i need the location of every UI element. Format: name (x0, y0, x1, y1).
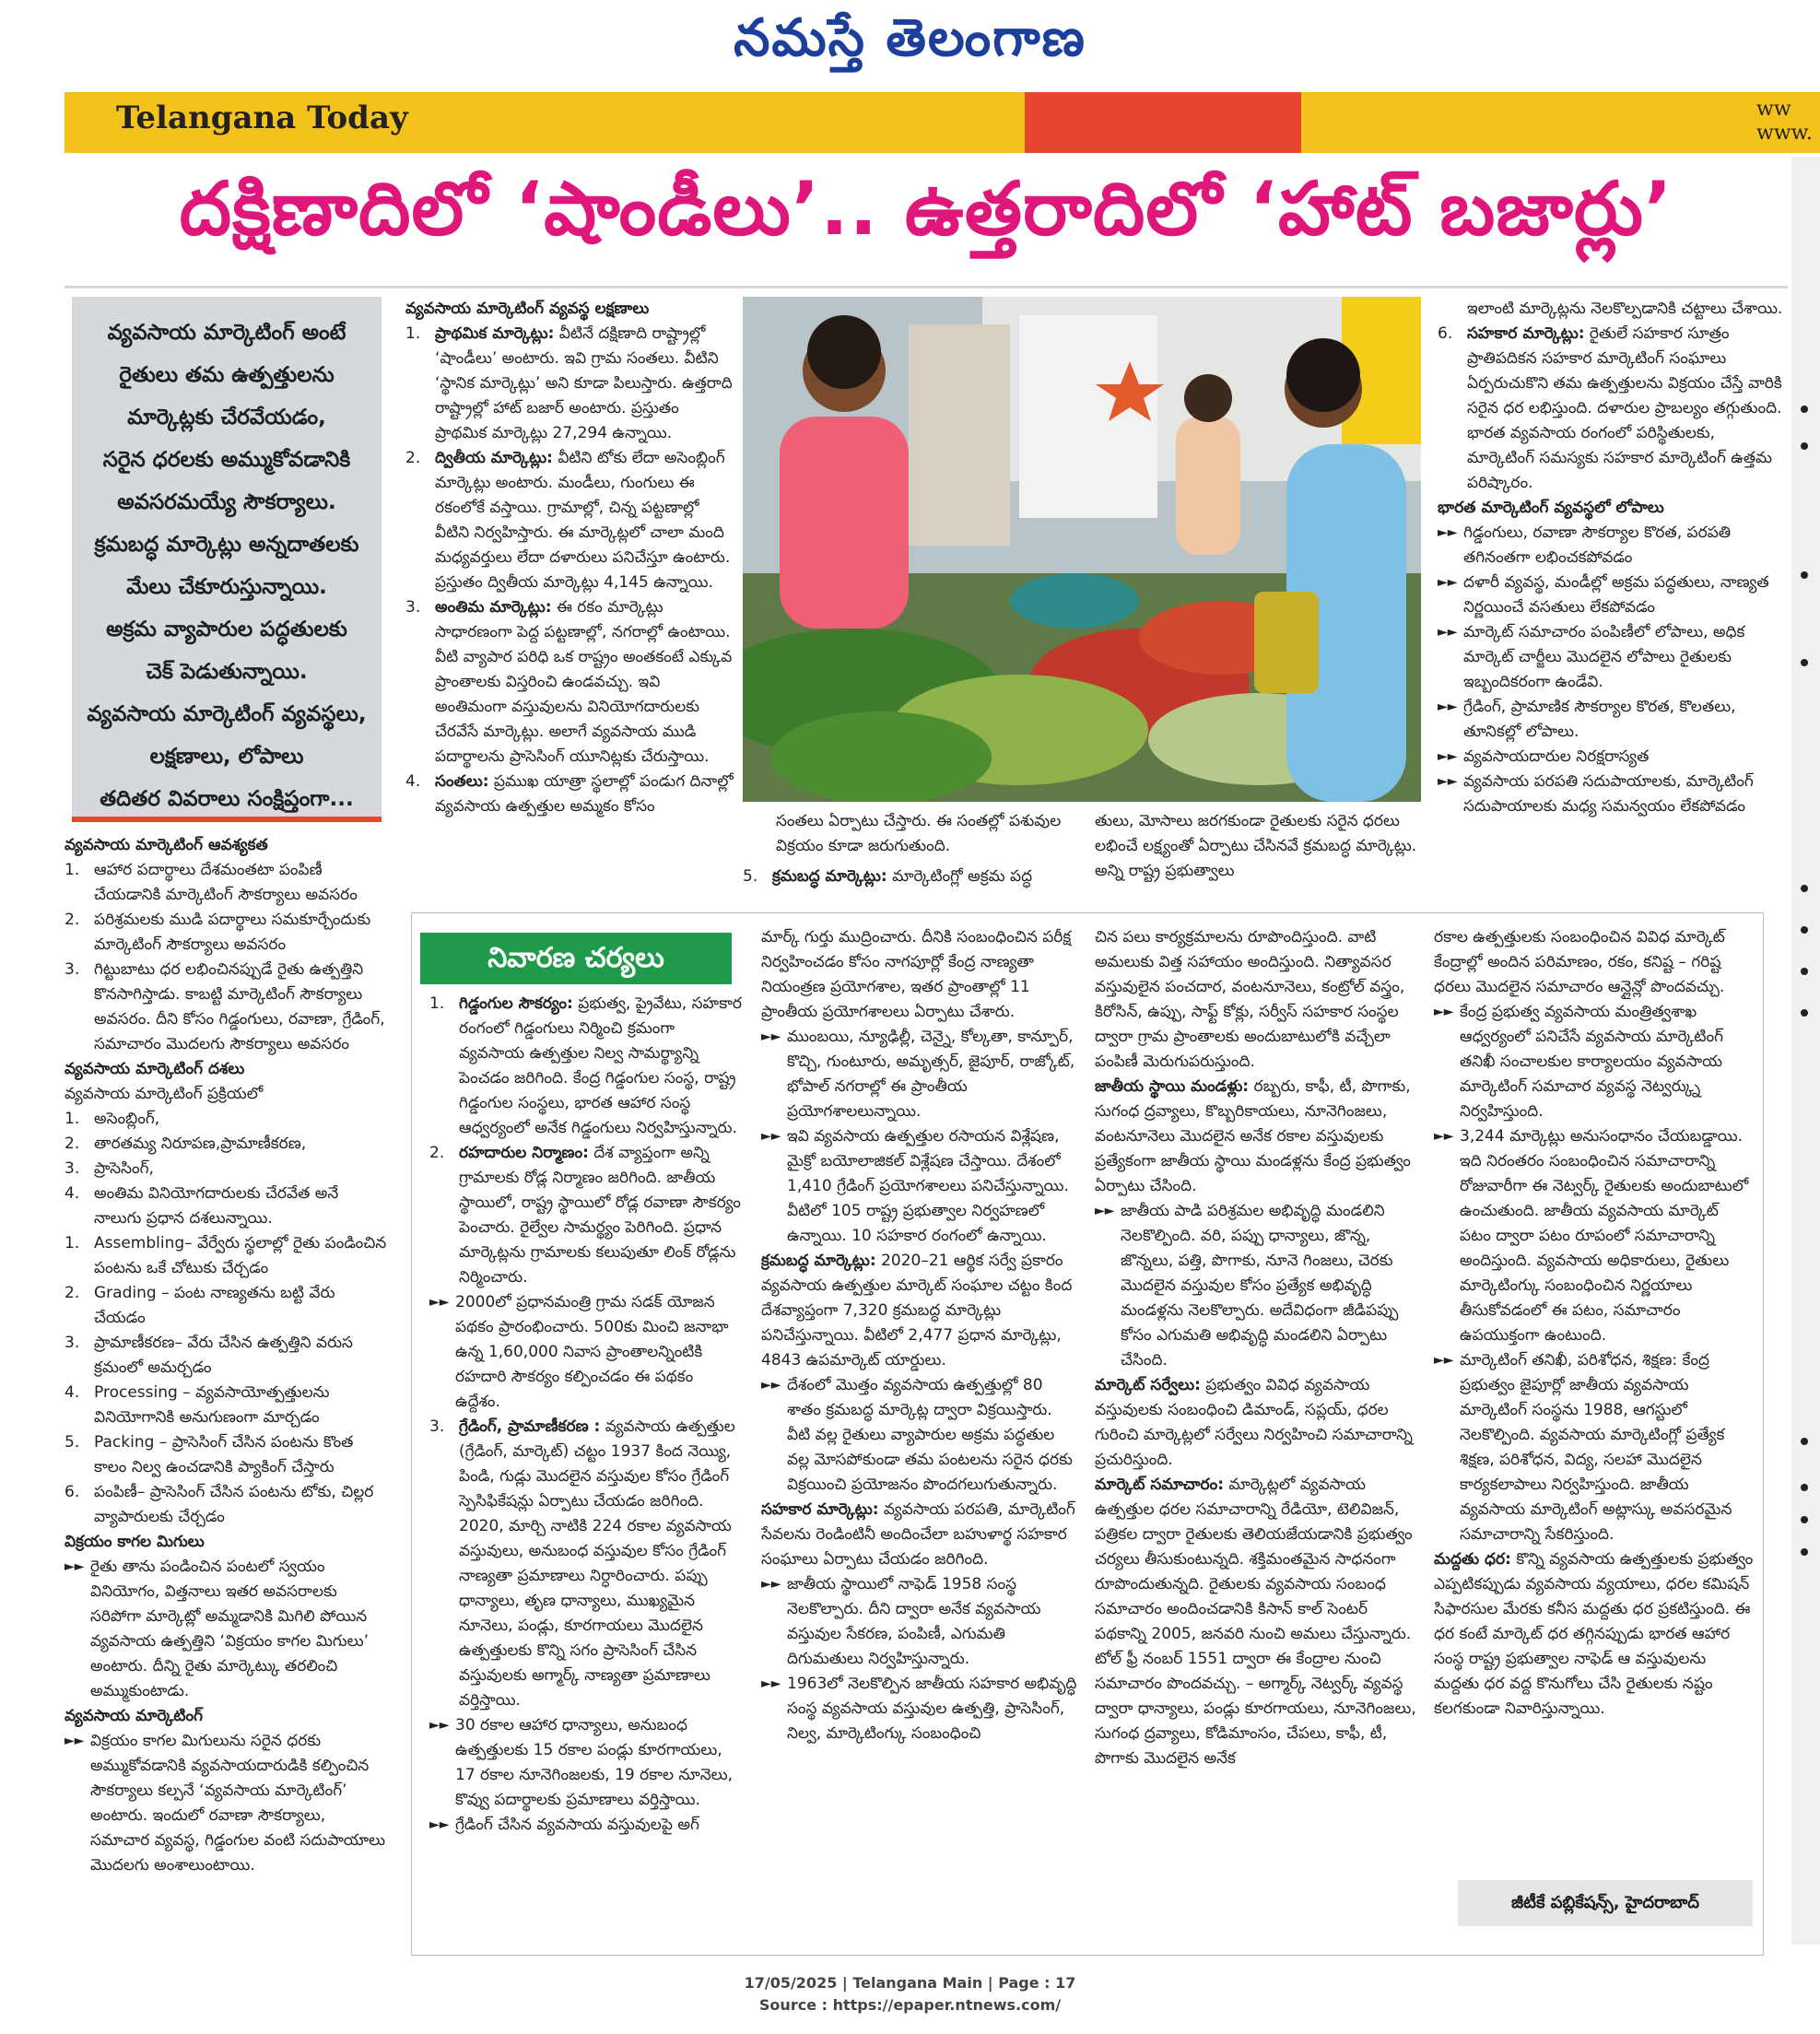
section-title-features: వ్యవసాయ మార్కెటింగ్ వ్యవస్థ లక్షణాలు (405, 300, 650, 318)
list-item: ►► ఇవి వ్యవసాయ ఉత్పత్తుల రసాయన విశ్లేషణ, మైక్రో బయోలాజికల్ విశ్లేషణ చేస్తాయి. దేశంలో 1,410 గ్రేడింగ్ ప్రయోగశాలలు పనిచేస్తున్నాయి. వీటిలో 105 రాష్ట్ర ప్రభుత్వాల నిర్వహణలో ఉన్నాయి. 10 సహకార రంగంలో ఉన్నాయి. (761, 1124, 1080, 1249)
list-item: జాతీయ స్థాయి మండళ్లు: రబ్బరు, కాఫీ, టీ, పొగాకు, సుగంధ ద్రవ్యాలు, కొబ్బరికాయలు, నూనెగింజలు, వంటనూనెలు మొదలైన అనేక రకాల వస్తువులకు ప్రత్యేకంగా జాతీయ స్థాయి మండళ్లను కేంద్ర ప్రభుత్వం ఏర్పాటు చేసింది. (1095, 1077, 1411, 1195)
list-item: సహకార మార్కెట్లు: వ్యవసాయ పరపతి, మార్కెటింగ్ సేవలను రెండింటినీ అందించేలా బహుళార్థ సహకార సంఘాలు ఏర్పాటు చేయడం జరిగింది. (761, 1500, 1075, 1569)
intro-summary-box: వ్యవసాయ మార్కెటింగ్ అంటే రైతులు తమ ఉత్పత్తులను మార్కెట్లకు చేరవేయడం, సరైన ధరలకు అమ్ముకోవడానికి అవసరమయ్యే సౌకర్యాలు. క్రమబద్ధ మార్కెట్లు అన్నదాతలకు మేలు చేకూరుస్తున్నాయి. అక్రమ వ్యాపారుల పద్ధతులకు చెక్ పెడుతున్నాయి. వ్యవసాయ మార్కెటింగ్ వ్యవస్థలు, లక్షణాలు, లోపాలు తదితర వివరాలు సంక్షిప్తంగా... (72, 297, 382, 822)
section-title-stages: వ్యవసాయ మార్కెటింగ్ దశలు (65, 1060, 245, 1078)
section-title-need: వ్యవసాయ మార్కెటింగ్ ఆవశ్యకత (65, 836, 268, 854)
double-arrow-icon: ►► (1438, 575, 1458, 590)
list-item: 6. సహకార మార్కెట్లు: రైతులే సహకార సూత్రం ప్రాతిపదికన సహకార మార్కెటింగ్ సంఘాలు ఏర్పరుచుకొని తమ ఉత్పత్తులను విక్రయం చేస్తే వారికి సరైన ధర లభిస్తుంది. దళారుల ప్రాబల్యం తగ్గుతుంది. భారత వ్యవసాయ రంగంలో పరిస్థితులకు, మార్కెటింగ్ సమస్యకు సహకార మార్కెటింగ్ ఉత్తమ పరిష్కారం. (1438, 324, 1782, 492)
publisher-credit: జీటీకే పబ్లికేషన్స్, హైదరాబాద్ (1458, 1880, 1753, 1926)
list-item: 3. అంతిమ మార్కెట్లు: ఈ రకం మార్కెట్లు సాధారణంగా పెద్ద పట్టణాల్లో, నగరాల్లో ఉంటాయి. వీటి వ్యాపార పరిధి ఒక రాష్ట్రం అంతకంటే ఎక్కువ ప్రాంతాలకు విస్తరించి ఉండవచ్చు. ఇవి అంతిమంగా వస్తువులను వినియోగదారులకు చేరవేసే మార్కెట్లు. అలాగే వ్యవసాయ ముడి పదార్థాలను ప్రాసెసింగ్ యూనిట్లకు చేరుస్తాయి. (405, 598, 733, 766)
list-item: 2. పరిశ్రమలకు ముడి పదార్థాలు సమకూర్చేందుకు మార్కెటింగ్ సౌకర్యాలు అవసరం (65, 911, 371, 954)
list-item: ►► ముంబయి, న్యూఢిల్లీ, చెన్నై, కోల్కతా, కాన్పూర్, కొచ్చి, గుంటూరు, అమృత్సర్, జైపూర్, రాజ్కోట్, భోపాల్ నగరాల్లో ఈ ప్రాంతీయ ప్రయోగశాలలున్నాయి. (761, 1025, 1080, 1124)
footer-date-line: 17/05/2025 | Telangana Main | Page : 17 (744, 1974, 1076, 1992)
double-arrow-icon: ►► (65, 1559, 85, 1574)
list-item: చిన పలు కార్యక్రమాలను రూపొందిస్తుంది. వాటి అమలుకు విత్త సహాయం అందిస్తుంది. నిత్యావసర వస్తువులైన పంచదార, వంటనూనెలు, కంట్రోల్ వస్త్రం, కిరోసిన్, ఉప్పు, సాఫ్ట్ కోక్లు, సర్వీస్ సహకార సంస్థల ద్వారా గ్రామ ప్రాంతాలకు అందుబాటులోకి వచ్చేలా పంపిణీ మెరుగుపరుస్తుంది. (1095, 928, 1405, 1071)
bullet-dot-icon (1801, 1484, 1808, 1491)
double-arrow-icon: ►► (429, 1817, 450, 1832)
photo-caption-left: సంతలు ఏర్పాటు చేస్తారు. ఈ సంతల్లో పశువుల విక్రయం కూడా జరుగుతుంది. (776, 812, 1062, 855)
vegetable-market-illustration (743, 297, 1421, 802)
double-arrow-icon: ►► (1438, 700, 1458, 714)
list-item: ►► వ్యవసాయదారుల నిరక్షరాస్యత (1438, 745, 1786, 770)
list-item: రకాల ఉత్పత్తులకు సంబంధించిన వివిధ మార్కెట్ కేంద్రాల్లో అందిన పరిమాణం, రకం, కనిష్ట – గరిష్ట ధరలు మొదలైన సమాచారం ఆన్లైన్లో పొందవచ్చు. (1434, 928, 1725, 996)
list-item: ►► దళారీ వ్యవస్థ, మండీల్లో అక్రమ పద్ధతులు, నాణ్యత నిర్ణయించే వసతులు లేకపోవడం (1438, 570, 1786, 620)
list-item: 2. రహదారుల నిర్మాణం: దేశ వ్యాప్తంగా అన్ని గ్రామాలకు రోడ్ల నిర్మాణం జరిగింది. జాతీయ స్థాయిలో, రాష్ట్ర స్థాయిలో రోడ్ల రవాణా సౌకర్యం పెంచారు. రైల్వేల సామర్థ్యం పెరిగింది. ప్రధాన మార్కెట్లను గ్రామాలకు కలుపుతూ లింక్ రోడ్లను నిర్మించారు. (429, 1144, 741, 1287)
list-item: 2. Grading – పంట నాణ్యతను బట్టి వేరు చేయడం (65, 1284, 335, 1327)
double-arrow-icon: ►► (1438, 749, 1458, 764)
market-vendor-photo (743, 297, 1421, 802)
list-item: ►► గ్రేడింగ్, ప్రామాణిక సౌకర్యాల కొరత, కొలతలు, తూనికల్లో లోపాలు. (1438, 695, 1786, 745)
newspaper-logo-title: నమస్తే తెలంగాణ (734, 7, 1086, 68)
list-item: ►► 2000లో ప్రధానమంత్రి గ్రామ సడక్ యోజన పథకం ప్రారంభించారు. 500కు మించి జనాభా ఉన్న 1,60,000 నివాస ప్రాంతాలన్నింటికి రహదారి సౌకర్యం కల్పించడం ఈ పథకం ఉద్దేశం. (429, 1290, 743, 1415)
list-item: ►► జాతీయ పాడి పరిశ్రమల అభివృద్ధి మండలిని నెలకొల్పింది. వరి, పప్పు ధాన్యాలు, జొన్న, జొన్నలు, పత్తి, పొగాకు, నూనె గింజలు, చెరకు మొదలైన వస్తువుల కోసం ప్రత్యేక అభివృద్ధి మండళ్లను నెలకొల్పారు. అదేవిధంగా జీడిపప్పు కోసం ఎగుమతి అభివృద్ధి మండలిని ఏర్పాటు చేసింది. (1095, 1199, 1421, 1373)
bullet-dot-icon (1801, 1548, 1808, 1556)
list-item: ►► వ్యవసాయ పరపతి సదుపాయాలకు, మార్కెటింగ్ సదుపాయాలకు మధ్య సమన్వయం లేకపోవడం (1438, 770, 1786, 819)
list-item: 1. Assembling– వేర్వేరు స్థలాల్లో రైతు పండించిన పంటను ఒకే చోటుకు చేర్చడం (65, 1234, 387, 1277)
remedies-section-title: నివారణ చర్యలు (420, 933, 732, 984)
list-item: మార్కెట్ సమాచారం: మార్కెట్లలో వ్యవసాయ ఉత్పత్తుల ధరల సమాచారాన్ని రేడియో, టెలివిజన్, పత్రికల ద్వారా రైతులకు తెలియజేయడానికి ప్రభుత్వం చర్యలు తీసుకుంటున్నది. శక్తిమంతమైన సాధనంగా రూపొందుతున్నది. రైతులకు వ్యవసాయ సంబంధ సమాచారం అందించడానికి కిసాన్ కాల్ సెంటర్ పథకాన్ని 2005, జనవరి నుంచి అమలు చేస్తున్నారు. టోల్ ఫ్రీ నంబర్ 1551 ద్వారా ఈ కేంద్రాల నుంచి సమాచారం పొందవచ్చు. – అగ్మార్క్ నెట్వర్క్ వ్యవస్థ ద్వారా ధాన్యాలు, పండ్లు కూరగాయలు, నూనెగింజలు, సుగంధ ద్రవ్యాలు, కోడిమాంసం, చేపలు, కాఫీ, టీ, పొగాకు మొదలైన అనేక (1095, 1476, 1416, 1768)
double-arrow-icon: ►► (761, 1676, 781, 1691)
masthead (0, 0, 1820, 92)
remedies-column-d (1434, 925, 1755, 1875)
list-item: 3. ప్రాసెసింగ్, (65, 1159, 154, 1178)
list-item: ►► గ్రేడింగ్ చేసిన వ్యవసాయ వస్తువులపై అగ్ (429, 1813, 743, 1838)
double-arrow-icon: ►► (1434, 1353, 1454, 1368)
list-item: 1. ప్రాథమిక మార్కెట్లు: వీటినే దక్షిణాది రాష్ట్రాల్లో ‘షాండీలు’ అంటారు. ఇవి గ్రామ సంతలు. వీటిని ‘స్థానిక మార్కెట్లు’ అని కూడా పిలుస్తారు. ఉత్తరాది రాష్ట్రాల్లో హాట్ బజార్ అంటారు. ప్రస్తుతం ప్రాథమిక మార్కెట్లు 27,294 ఉన్నాయి. (405, 324, 733, 442)
double-arrow-icon: ►► (1434, 1005, 1454, 1019)
double-arrow-icon: ►► (429, 1295, 450, 1310)
bullet-dot-icon (1801, 968, 1808, 975)
double-arrow-icon: ►► (1438, 774, 1458, 789)
bullet-dot-icon (1801, 885, 1808, 892)
remedies-column-a (429, 992, 743, 1941)
list-item: ►► 1963లో నెలకొల్పిన జాతీయ సహకార అభివృద్ధి సంస్థ వ్యవసాయ వస్తువుల ఉత్పత్తి, ప్రాసెసింగ్, నిల్వ, మార్కెటింగ్కు సంబంధించి (761, 1672, 1080, 1746)
list-item: 3. గ్రేడింగ్, ప్రామాణీకరణ : వ్యవసాయ ఉత్పత్తుల (గ్రేడింగ్, మార్కెట్) చట్టం 1937 కింద నెయ్యి, పిండి, గుడ్లు మొదలైన వస్తువుల కోసం గ్రేడింగ్ స్పెసిఫికేషన్లు ఏర్పాటు చేయడం జరిగింది. 2020, మార్చి నాటికి 224 రకాల వ్యవసాయ వస్తువులు, అనుబంధ వస్తువుల కోసం గ్రేడింగ్ నాణ్యతా ప్రమాణాలు నిర్ధారించారు. పప్పు ధాన్యాలు, తృణ ధాన్యాలు, ముఖ్యమైన నూనెలు, పండ్లు, కూరగాయలు మొదలైన ఉత్పత్తులకు కొన్ని సగం ప్రాసెసింగ్ చేసిన వస్తువులకు అగ్మార్క్ నాణ్యతా ప్రమాణాలు వర్తిస్తాయి. (429, 1417, 735, 1710)
adjacent-page-strip (1791, 157, 1820, 1945)
list-item: ►► జాతీయ స్థాయిలో నాఫెడ్ 1958 సంస్థ నెలకొల్పారు. దీని ద్వారా అనేక వ్యవసాయ వస్తువుల సేకరణ, పంపిణీ, ఎగుమతి దిగుమతులు నిర్వహిస్తున్నారు. (761, 1572, 1080, 1672)
double-arrow-icon: ►► (429, 1718, 450, 1733)
double-arrow-icon: ►► (761, 1577, 781, 1592)
section-title-defects: భారత మార్కెటింగ్ వ్యవస్థలో లోపాలు (1438, 499, 1664, 517)
double-arrow-icon: ►► (761, 1378, 781, 1393)
list-item: 1. గిడ్డంగుల సౌకర్యం: ప్రభుత్వ, ప్రైవేటు, సహకార రంగంలో గిడ్డంగులు నిర్మించి క్రమంగా వ్యవసాయ ఉత్పత్తుల నిల్వ సామర్థ్యాన్ని పెంచడం జరిగింది. కేంద్ర గిడ్డంగుల సంస్థ, రాష్ట్ర గిడ్డంగుల సంస్థలు, భారత ఆహార సంస్థ ఆధ్వర్యంలో అనేక గిడ్డంగులు నిర్వహిస్తున్నారు. (429, 994, 743, 1137)
regulated-markets-lead: 5. క్రమబద్ధ మార్కెట్లు: మార్కెటింగ్లో అక్రమ పద్ధ (743, 867, 1033, 886)
list-item: ►► కేంద్ర ప్రభుత్వ వ్యవసాయ మంత్రిత్వశాఖ ఆధ్వర్యంలో పనిచేసే వ్యవసాయ మార్కెటింగ్ తనిఖీ సంచాలకుల కార్యాలయం వ్యవసాయ మార్కెటింగ్ సమాచార వ్యవస్థ నెట్వర్క్ను నిర్వహిస్తుంది. (1434, 1000, 1755, 1124)
list-item: ►► 3,244 మార్కెట్లు అనుసంధానం చేయబడ్డాయి. ఇది నిరంతరం సంబంధించిన సమాచారాన్ని రోజువారీగా ఈ నెట్వర్క్ రైతులకు అందుబాటులో ఉంచుతుంది. జాతీయ వ్యవసాయ మార్కెట్ పటం ద్వారా పటం రూపంలో సమాచారాన్ని అందిస్తుంది. వ్యవసాయ అధికారులు, రైతులు మార్కెటింగ్కు సంబంధించిన నిర్ణయాలు తీసుకోవడంలో ఈ పటం, సమాచారం ఉపయుక్తంగా ఉంటుంది. (1434, 1124, 1755, 1348)
list-item: 4. Processing – వ్యవసాయోత్పత్తులను వినియోగానికి అనుగుణంగా మార్చడం (65, 1383, 330, 1427)
page-headline: దక్షిణాదిలో ‘షాండీలు’.. ఉత్తరాదిలో ‘హాట్ బజార్లు’ (179, 166, 1673, 252)
advert-banner (65, 92, 1820, 153)
list-item: ►► గిడ్డంగులు, రవాణా సౌకర్యాల కొరత, పరపతి తగినంతగా లభించకపోవడం (1438, 521, 1786, 570)
banner-red-block (1025, 92, 1301, 153)
photo-caption-right: తులు, మోసాలు జరగకుండా రైతులకు సరైన ధరలు లభించే లక్ష్యంతో ఏర్పాటు చేసినవే క్రమబద్ధ మార్కెట్లు. అన్ని రాష్ట్ర ప్రభుత్వాలు (1095, 812, 1417, 880)
headline-divider (65, 286, 1788, 288)
list-item: క్రమబద్ధ మార్కెట్లు: 2020–21 ఆర్థిక సర్వే ప్రకారం వ్యవసాయ ఉత్పత్తుల మార్కెట్ సంఘాల చట్టం కింద దేశవ్యాప్తంగా 7,320 క్రమబద్ధ మార్కెట్లు పనిచేస్తున్నాయి. వీటిలో 2,477 ప్రధాన మార్కెట్లు, 4843 ఉపమార్కెట్ యార్డులు. (761, 1252, 1073, 1370)
list-item: ►► 30 రకాల ఆహార ధాన్యాలు, అనుబంధ ఉత్పత్తులకు 15 రకాల పండ్లు కూరగాయలు, 17 రకాల నూనెగింజలకు, 19 రకాల నూనెలు, కొవ్వు పదార్థాలకు ప్రమాణాలు వర్తిస్తాయి. (429, 1713, 743, 1813)
bullet-dot-icon (1801, 1438, 1808, 1445)
article-column-1 (65, 833, 387, 1939)
bullet-dot-icon (1801, 926, 1808, 934)
list-item: మద్దతు ధర: కొన్ని వ్యవసాయ ఉత్పత్తులకు ప్రభుత్వం ఎప్పటికప్పుడు వ్యవసాయ వ్యయాలు, ధరల కమిషన్ సిఫారసుల మేరకు కనీస మద్దతు ధర ప్రకటిస్తుంది. ఈ ధర కంటే మార్కెట్ ధర తగ్గినప్పుడు భారత ఆహార సంస్థ రాష్ట్ర ప్రభుత్వాల నాఫెడ్ ఆ వస్తువులను మద్దతు ధర వద్ద కొనుగోలు చేసి రైతులకు నష్టం కలగకుండా నివారిస్తున్నాయి. (1434, 1550, 1754, 1718)
bullet-dot-icon (1801, 571, 1808, 579)
bullet-dot-icon (1801, 442, 1808, 450)
list-item: 5. Packing – ప్రాసెసింగ్ చేసిన పంటను కొంత కాలం నిల్వ ఉంచడానికి ప్యాకింగ్ చేస్తారు (65, 1433, 354, 1476)
list-item: 2. తారతమ్య నిరూపణ,ప్రామాణీకరణ, (65, 1135, 307, 1153)
remedies-column-c (1095, 925, 1421, 1941)
list-item: 3. ప్రామాణీకరణ– వేరు చేసిన ఉత్పత్తిని వరుస క్రమంలో అమర్చడం (65, 1334, 353, 1377)
list-item: ►► దేశంలో మొత్తం వ్యవసాయ ఉత్పత్తుల్లో 80 శాతం క్రమబద్ధ మార్కెట్ల ద్వారా విక్రయిస్తారు. వీటి వల్ల రైతులు వ్యాపారుల అక్రమ పద్ధతుల వల్ల మోసపోకుండా తమ పంటలను సరైన ధరకు విక్రయించి ప్రయోజనం పొందగలుగుతున్నారు. (761, 1373, 1080, 1498)
double-arrow-icon: ►► (1438, 625, 1458, 640)
double-arrow-icon: ►► (1438, 525, 1458, 540)
bullet-dot-icon (1801, 659, 1808, 666)
article-column-2 (405, 297, 734, 894)
list-item: 6. పంపిణీ– ప్రాసెసింగ్ చేసిన పంటను టోకు, చిల్లర వ్యాపారులకు చేర్చడం (65, 1483, 374, 1526)
double-arrow-icon: ►► (1434, 1129, 1454, 1144)
footer-source-line: Source : https://epaper.ntnews.com/ (758, 1996, 1062, 2014)
remedies-column-b (761, 925, 1080, 1941)
bullet-dot-icon (1801, 406, 1808, 413)
banner-left-text: Telangana Today (116, 100, 408, 136)
section-title-surplus: విక్రయం కాగల మిగులు (65, 1533, 205, 1551)
bullet-dot-icon (1801, 1516, 1808, 1523)
list-item: మార్కెట్ సర్వేలు: ప్రభుత్వం వివిధ వ్యవసాయ వస్తువులకు సంబంధించి డిమాండ్, సప్లయ్, ధరల గురించి మార్కెట్లలో సర్వేలు నిర్వహించి సమాచారాన్ని ప్రచురిస్తుంది. (1095, 1376, 1413, 1469)
list-item: 4. అంతిమ వినియోగదారులకు చేరవేత అనే నాలుగు ప్రధాన దశలున్నాయి. (65, 1184, 339, 1228)
list-item: 1. ఆహార పదార్థాలు దేశమంతటా పంపిణీ చేయడానికి మార్కెటింగ్ సౌకర్యాలు అవసరం (65, 861, 358, 904)
list-item: ►► మార్కెటింగ్ తనిఖీ, పరిశోధన, శిక్షణ: కేంద్ర ప్రభుత్వం జైపూర్లో జాతీయ వ్యవసాయ మార్కెటింగ్ సంస్థను 1988, ఆగస్టులో నెలకొల్పింది. వ్యవసాయ మార్కెటింగ్లో ప్రత్యేక శిక్షణ, పరిశోధన, విద్య, సలహా మొదలైన కార్యకలాపాలు నిర్వహిస్తుంది. జాతీయ వ్యవసాయ మార్కెటింగ్ అట్లాస్కు అవసరమైన సమాచారాన్ని సేకరిస్తుంది. (1434, 1348, 1755, 1547)
double-arrow-icon: ►► (65, 1734, 85, 1748)
list-item: ►► మార్కెట్ సమాచారం పంపిణీలో లోపాలు, అధిక మార్కెట్ చార్జీలు మొదలైన లోపాలు రైతులకు ఇబ్బందికరంగా ఉండేవి. (1438, 620, 1786, 695)
double-arrow-icon: ►► (761, 1129, 781, 1144)
page-footer (0, 1972, 1820, 2016)
article-column-5: ఇలాంటి మార్కెట్లను నెలకొల్పడానికి చట్టాలు చేశాయి. 6. సహకార మార్కెట్లు: రైతులే సహకార సూత్రం ప్రాతిపదికన సహకార మార్కెటింగ్ సంఘాలు ఏర్పరుచుకొని తమ ఉత్పత్తులను విక్రయం చేస్తే వారికి సరైన ధర లభిస్తుంది. దళారుల ప్రాబల్యం తగ్గుతుంది. భారత వ్యవసాయ రంగంలో పరిస్థితులకు, మార్కెటింగ్ సమస్యకు సహకార మార్కెటింగ్ ఉత్తమ పరిష్కారం. భారత మార్కెటింగ్ వ్యవస్థలో లోపాలు ►► గిడ్డంగులు, రవాణా సౌకర్యాల కొరత, పరపతి తగినంతగా లభించకపోవడం ►► దళారీ వ్యవస్థ, మండీల్లో అక్రమ పద్ధతులు, నాణ్యత నిర్ణయించే వసతులు లేకపోవడం ►► మార్కెట్ సమాచారం పంపిణీలో లోపాలు, అధిక మార్కెట్ చార్జీలు మొదలైన లోపాలు రైతులకు ఇబ్బందికరంగా ఉండేవి. ►► గ్రేడింగ్, ప్రామాణిక సౌకర్యాల కొరత, కొలతలు, తూనికల్లో లోపాలు. ►► వ్యవసాయదారుల నిరక్షరాస్యత ►► వ్యవసాయ పరపతి సదుపాయాలకు, మార్కెటింగ్ సదుపాయాలకు మధ్య సమన్వయం లేకపోవడం (1438, 297, 1786, 894)
list-item: ►► విక్రయం కాగల మిగులును సరైన ధరకు అమ్ముకోవడానికి వ్యవసాయదారుడికి కల్పించిన సౌకర్యాలు కల్పనే ‘వ్యవసాయ మార్కెటింగ్’ అంటారు. ఇందులో రవాణా సౌకర్యాలు, సమాచార వ్యవస్థ, గిడ్డంగుల వంటి సదుపాయాలు మొదలగు అంశాలుంటాయి. (65, 1729, 387, 1878)
list-item: ►► రైతు తాను పండించిన పంటలో స్వయం వినియోగం, విత్తనాలు ఇతర అవసరాలకు సరిపోగా మార్కెట్లో అమ్మడానికి మిగిలి పోయిన వ్యవసాయ ఉత్పత్తిని ‘విక్రయం కాగల మిగులు’ అంటారు. దీన్ని రైతు మార్కెట్కు తరలించి అమ్ముకుంటాడు. (65, 1555, 387, 1704)
bullet-dot-icon (1801, 1009, 1808, 1017)
list-item: మార్క్ గుర్తు ముద్రించారు. దీనికి సంబంధించిన పరీక్ష నిర్వహించడం కోసం నాగపూర్లో కేంద్ర నాణ్యతా నియంత్రణ ప్రయోగశాల, ఇతర ప్రాంతాల్లో 11 ప్రాంతీయ ప్రయోగశాలలు ఏర్పాటు చేశారు. (761, 928, 1072, 1021)
stages-intro: వ్యవసాయ మార్కెటింగ్ ప్రక్రియలో (65, 1085, 264, 1103)
list-item: 4. సంతలు: ప్రముఖ యాత్రా స్థలాల్లో పండుగ దినాల్లో వ్యవసాయ ఉత్పత్తుల అమ్మకం కోసం (405, 772, 734, 816)
double-arrow-icon: ►► (1095, 1204, 1115, 1218)
section-title-marketing: వ్యవసాయ మార్కెటింగ్ (65, 1707, 204, 1725)
double-arrow-icon: ►► (761, 1029, 781, 1044)
list-item: 1. అసెంబ్లింగ్, (65, 1110, 160, 1128)
list-item: 3. గిట్టుబాటు ధర లభించినప్పుడే రైతు ఉత్పత్తిని కొనసాగిస్తాడు. కాబట్టి మార్కెటింగ్ సౌకర్యాలు అవసరం. దీని కోసం గిడ్డంగులు, రవాణా, గ్రేడింగ్, సమాచారం మొదలగు సౌకర్యాలు అవసరం (65, 960, 385, 1053)
list-item: 2. ద్వితీయ మార్కెట్లు: వీటిని టోకు లేదా అసెంబ్లింగ్ మార్కెట్లు అంటారు. మండీలు, గుంగులు ఈ రకంలోకే వస్తాయి. గ్రామాల్లో, చిన్న పట్టణాల్లో వీటిని నిర్వహిస్తారు. ఈ మార్కెట్లలో చాలా మంది మధ్యవర్తులు లేదా దళారులు పనిచేస్తూ ఉంటారు. ప్రస్తుతం ద్వితీయ మార్కెట్లు 4,145 ఉన్నాయి. (405, 449, 731, 592)
banner-right-text: ww www. (1756, 98, 1813, 145)
